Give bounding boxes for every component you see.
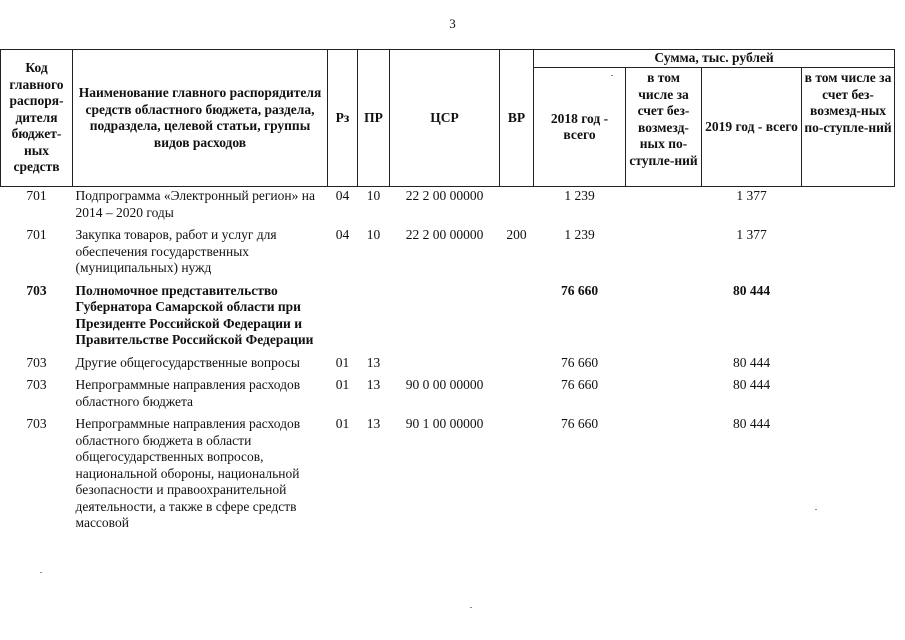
cell-name: Непрограммные направления расходов областного бюджета	[75, 377, 301, 409]
cell-code: 703	[26, 416, 47, 431]
cell-pr: 10	[366, 188, 381, 203]
cell-2019-free	[802, 371, 895, 410]
cell-2019-total: 80 444	[732, 377, 771, 392]
header-2018-free: в том числе за счет без-возмезд-ных по-ступле-ний	[626, 68, 702, 187]
header-code: Код главного распоря-дителя бюджет-ных средств	[1, 50, 73, 187]
cell-2018-total: 76 660	[560, 282, 599, 298]
cell-2018-free	[626, 410, 702, 532]
table-row	[1, 277, 895, 349]
cell-name: Закупка товаров, работ и услуг для обеспечения государственных (муниципальных) нужд	[75, 227, 277, 275]
header-rz: Рз	[328, 50, 358, 187]
table-row	[1, 221, 895, 277]
cell-name: Другие общегосударственные вопросы	[75, 354, 300, 370]
cell-2019-free	[802, 221, 895, 277]
cell-2018-free	[626, 277, 702, 349]
table-row	[1, 349, 895, 372]
cell-2019-free	[802, 187, 895, 222]
cell-code: 701	[26, 227, 47, 242]
header-2018-total: 2018 год - всего	[534, 68, 626, 187]
cell-rz: 01	[335, 377, 350, 392]
cell-2018-total: 76 660	[560, 354, 599, 370]
cell-2019-free	[802, 410, 895, 532]
cell-2019-free	[802, 277, 895, 349]
cell-2018-total: 76 660	[560, 416, 599, 431]
header-name: Наименование главного распорядителя средств областного бюджета, раздела, подраздела, целевой статьи, группы видов расходов	[73, 50, 328, 187]
cell-code: 703	[26, 377, 47, 392]
table-row	[1, 371, 895, 410]
header-2019-free: в том числе за счет без-возмезд-ных по-ступле-ний	[802, 68, 895, 187]
cell-csr	[390, 349, 500, 372]
table-body	[1, 187, 895, 532]
table-row	[1, 410, 895, 532]
cell-vr	[500, 187, 534, 222]
cell-vr	[500, 349, 534, 372]
cell-csr: 22 2 00 00000	[405, 188, 484, 203]
cell-rz	[328, 277, 358, 349]
cell-2019-total: 80 444	[732, 354, 771, 370]
cell-2019-total: 80 444	[732, 282, 771, 298]
header-csr: ЦСР	[390, 50, 500, 187]
cell-name: Подпрограмма «Электронный регион» на 2014 – 2020 годы	[75, 188, 315, 220]
cell-name: Непрограммные направления расходов областного бюджета в области общегосударственных вопросов, национальной обороны, национальной безопасности и правоохранительной деятельности, а также в сфере средств массовой	[75, 416, 301, 530]
cell-rz: 04	[335, 188, 350, 203]
cell-csr: 22 2 00 00000	[405, 227, 484, 242]
scan-speck	[815, 509, 817, 510]
scan-speck	[470, 607, 472, 608]
cell-vr	[500, 371, 534, 410]
cell-2019-total: 1 377	[736, 188, 767, 203]
cell-vr: 200	[506, 227, 527, 242]
header-pr: ПР	[358, 50, 390, 187]
cell-name: Полномочное представительство Губернатора Самарской области при Президенте Российской Федерации и Правительстве Российской Федерации	[75, 282, 314, 347]
cell-csr: 90 0 00 00000	[405, 377, 484, 392]
cell-2018-total: 1 239	[564, 188, 595, 203]
cell-pr: 13	[366, 416, 381, 431]
cell-pr: 13	[366, 377, 381, 392]
cell-pr: 10	[366, 227, 381, 242]
table-header	[1, 50, 895, 187]
cell-2019-total: 80 444	[732, 416, 771, 431]
budget-table	[0, 49, 895, 532]
cell-code: 703	[26, 354, 47, 370]
header-sum: Сумма, тыс. рублей	[534, 50, 895, 68]
scan-speck	[611, 75, 613, 76]
cell-csr: 90 1 00 00000	[405, 416, 484, 431]
cell-2018-free	[626, 349, 702, 372]
page-number: 3	[449, 16, 456, 31]
cell-vr	[500, 277, 534, 349]
scan-speck	[40, 572, 42, 573]
cell-rz: 01	[335, 416, 350, 431]
cell-code: 701	[26, 188, 47, 203]
cell-2019-free	[802, 349, 895, 372]
cell-2018-free	[626, 187, 702, 222]
cell-rz: 01	[335, 354, 350, 370]
table-row	[1, 187, 895, 222]
cell-code: 703	[26, 282, 47, 298]
cell-vr	[500, 410, 534, 532]
cell-2018-total: 76 660	[560, 377, 599, 392]
cell-pr	[358, 277, 390, 349]
cell-2019-total: 1 377	[736, 227, 767, 242]
header-2019-total: 2019 год - всего	[702, 68, 802, 187]
cell-csr	[390, 277, 500, 349]
header-vr: ВР	[500, 50, 534, 187]
cell-2018-free	[626, 221, 702, 277]
cell-pr: 13	[366, 354, 381, 370]
cell-2018-total: 1 239	[564, 227, 595, 242]
cell-2018-free	[626, 371, 702, 410]
cell-rz: 04	[335, 227, 350, 242]
